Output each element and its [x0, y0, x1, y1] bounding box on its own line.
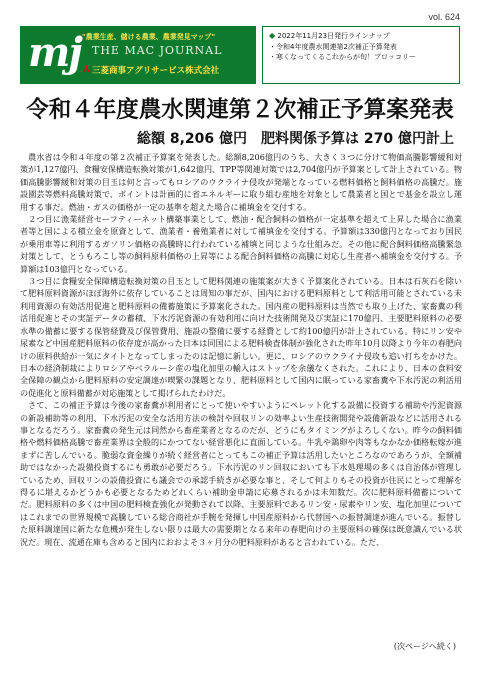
- company-name: 三菱商事アグリサービス株式会社: [92, 66, 220, 76]
- paragraph: ２つ目に漁業経営セーフティーネット構築事業として、燃油・配合飼料の価格が一定基準を超えて上昇した場合に漁業者等と国による積立金を原資として、漁業者・養殖業者に対して補填金を交付する。予算額は330億円となっており国民が乗用車等に利用するガソリン価格の高騰時に行われている補填と同じような仕組みだ。その他に配合飼料価格高騰緊急対策として、とうもろこし等の飼料原料価格の上昇等による配合飼料価格の高騰に対応し生産者へ補填金を交付する。予算額は103億円となっている。: [20, 214, 462, 274]
- lineup-item: ・寒くなってくるこれからが旬！ブロッコリー: [269, 53, 416, 61]
- volume-number: vol. 624: [428, 12, 460, 22]
- masthead: [20, 26, 256, 84]
- continued-note: (次ページへ続く): [393, 642, 456, 651]
- lineup-box: [262, 26, 460, 84]
- paragraph: ３つ目に食糧安全保障構造転換対策の目玉として肥料関連の施策案が大きく予算案化されている。日本は石灰石を除いて肥料原料資源がほぼ海外に依存していることは周知の事だが、国内における肥料原料として利活用可能とされている未利用資源の有効活用促進と肥料原料の備蓄施策に予算案化された。国内産の肥料原料は当然でも取り上げた、家畜糞の利活用促進とその実証データの蓄積、下水汚泥資源の有効利用に向けた技術開発及び実証に170億円、主要肥料原料の必要水準の備蓄に要する保管経費及び保管費用、施設の整備に要する経費として約100億円が計上されている。特にリン安や尿素など中国産肥料原料の依存度が高かった日本は同国による肥料検査体制が強化された昨年10月以降より今年の春肥向けの原料供給が一気にタイトとなってしまったのは記憶に新しい。更に、ロシアのウクライナ侵攻も追い打ちをかけた。日本の経済制裁によりロシアやベラルーシ産の塩化加里の輸入はストップを余儀なくされた。これにより、日本の食料安全保障の観点から肥料原料の安定調達が喫緊の課題となり、肥料原料として国内に眠っている家畜糞や下水汚泥の利活用の促進化と原料備蓄が対応施策として掲げられたわけだ。: [20, 276, 462, 398]
- lineup-date: ◆ 2022年11月23日発行ラインナップ: [269, 31, 390, 40]
- paragraph: さて、この補正予算は今後の家畜糞が利用者にとって使いやすいようにペレット化する設備に投資する補助や汚泥資源の新設補助等の利用、下水汚泥の安全な活用方法の検討や回収リンの効率よい生産技術開発や設備新設などに活用される事となるだろう。家畜糞の発生元は同然から畜産業者となるのだが、どうにもタイミングがよろしくない。昨今の飼料価格や燃料価格高騰で畜産業界は全般的にかつてない経営悪化に直面している。牛乳や鶏卵や肉等もなかなか価格転嫁が進まずに苦しんでいる。脆弱な資金繰りが続く経営者にとってもこの補正予算は活用したいところなのであろうが、全額補助ではなかった設備投資するにも勇敢が必要だろう。下水汚泥のリン回収においても下水処理場の多くは自治体が管理しているため、回収リンの設備投資にも議会での承認手続きが必要な事と、そして何よりもその投資が住民にとって理解を得るに堪えるかどうかも必要となるためどれくらい補助金申請に応募されるかは未知数だ。次に肥料原料備蓄についてだ。肥料原料の多くは中国の肥料検査強化が発動されて以降、主要原料であるリン安・尿素やリン安、塩化加里についてはこれまでの世界規模で高騰している総合商社が手腕を発揮し中国産原料から代替国への振替調達が進んでいる。振替した原料調達国に新たな危機が発生しない限りは最大の需要期となる来年の春肥向けの主要原料の確保は既意識んでいる状況だ。現在、流通在庫も含めると国内におおよそ３ヶ月分の肥料原料があると言われている。ただ、: [20, 400, 462, 547]
- three-diamonds-logo-icon: [82, 65, 91, 74]
- logo-mark-text: mj: [28, 29, 81, 76]
- lineup-item: ・令和4年度農水関連第2次補正予算発表: [269, 42, 397, 51]
- article-subtitle: 総額 8,206 億円 肥料関係予算は 270 億円計上: [136, 131, 454, 147]
- paragraph: 農水省は令和４年度の第２次補正予算案を発表した。総額8,206億円のうち、大きく３つに分けて物価高騰影響緩和対策が1,127億円、食糧安保構造転換対策が1,642億円、TPP等関連対策では2,704億円が予算案として計上されている。物価高騰影響緩和対策の目玉は何と言ってもロシアのウクライナ侵攻が発端となっている燃料価格と飼料価格の高騰だ。施設園芸等燃料高騰対策で、ポイントは計画的に省エネルギーに取り組む産地を対象として農業者と国とで基金を設立し運用する事だ。燃油・ガスの価格が一定の基準を超えた場合に補填金を交付する。: [20, 152, 462, 212]
- article-title: 令和４年度農水関連第２次補正予算案発表: [26, 97, 454, 123]
- masthead-tagline: "農業生産、儲ける農業、農業発見マップ": [82, 33, 216, 41]
- journal-name: THE MAC JOURNAL: [92, 44, 223, 57]
- article-body: [20, 151, 462, 548]
- diamond-bullet-icon: ◆: [269, 31, 276, 40]
